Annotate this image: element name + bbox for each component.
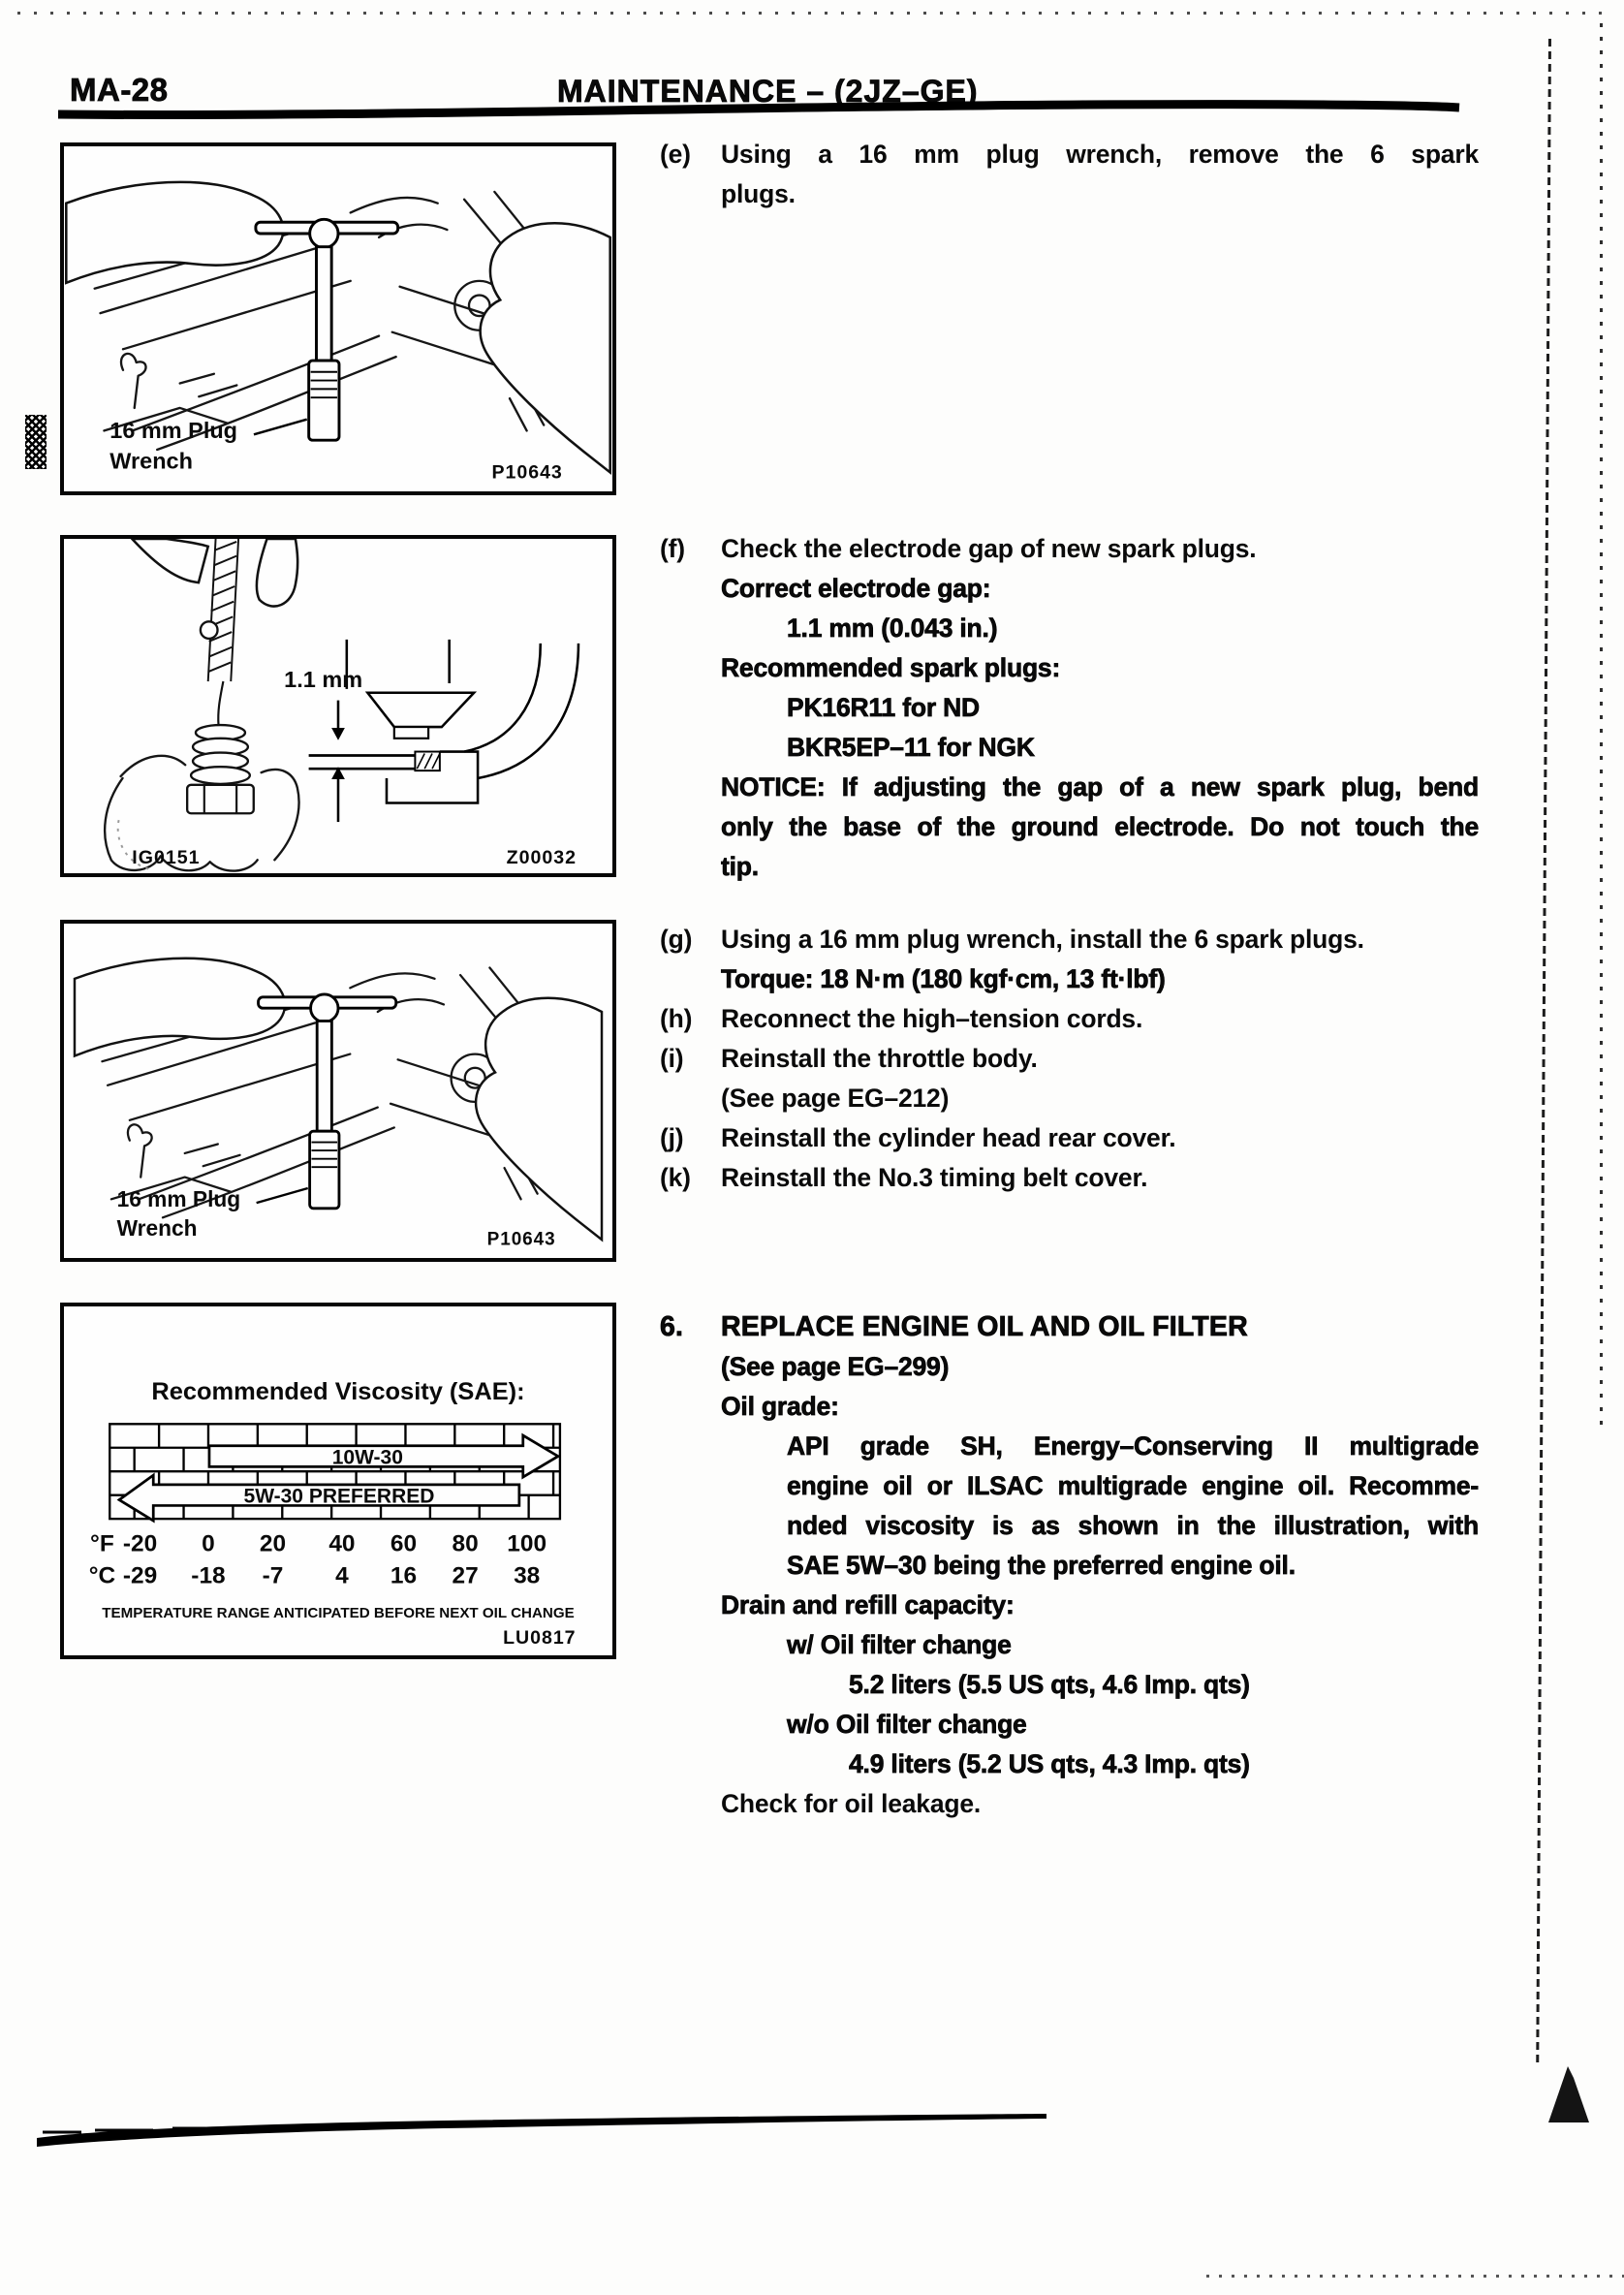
capacity-option: w/ Oil filter change (787, 1630, 1012, 1659)
tick-f: 80 (452, 1530, 479, 1557)
scan-artifact-right-jagged-line (1536, 39, 1551, 2066)
spec-label: Correct electrode gap: (721, 574, 991, 603)
tick-f: 20 (259, 1530, 287, 1557)
page-title: MAINTENANCE – (2JZ–GE) (557, 74, 979, 109)
step-k (660, 1158, 1479, 1198)
tick-f: 100 (507, 1530, 547, 1557)
chart-caption: TEMPERATURE RANGE ANTICIPATED BEFORE NEXT OIL CHANGE (102, 1604, 575, 1621)
figure-electrode-gap (60, 535, 616, 877)
oil-grade-text: engine oil or ILSAC multigrade engine oil. Recomme- (787, 1471, 1479, 1500)
step-label: (k) (660, 1163, 691, 1192)
figure-code: IG0151 (132, 847, 201, 869)
notice-text: tip. (721, 852, 759, 881)
spec-value: PK16R11 for ND (787, 693, 980, 722)
tick-c: -7 (262, 1562, 284, 1589)
page-number: MA-28 (70, 72, 169, 108)
capacity-value: 5.2 liters (5.5 US qts, 4.6 Imp. qts) (849, 1670, 1250, 1699)
notice-text: only the base of the ground electrode. Do not touch the (721, 812, 1479, 841)
tick-f: 0 (202, 1530, 215, 1557)
plug-wrench-illustration (64, 146, 612, 491)
step-text: Reconnect the high–tension cords. (721, 1004, 1143, 1033)
spec-label: Drain and refill capacity: (721, 1590, 1015, 1619)
page-reference: (See page EG–299) (721, 1352, 950, 1381)
viscosity-arrow-5w30 (119, 1475, 519, 1521)
step-text: Using a 16 mm plug wrench, install the 6 spark plugs. (721, 925, 1364, 954)
tick-f: 60 (390, 1530, 418, 1557)
page-reference: (See page EG–212) (721, 1084, 950, 1113)
figure-plug-wrench-remove (60, 142, 616, 495)
step-text: Reinstall the throttle body. (721, 1044, 1038, 1073)
right-hand-shape (476, 998, 602, 1240)
right-hand-shape (481, 223, 610, 472)
section-number: 6. (660, 1311, 684, 1342)
step-f (660, 529, 1479, 887)
tick-c: 4 (335, 1562, 349, 1589)
figure-label: Wrench (109, 448, 193, 474)
arrow-label: 5W-30 PREFERRED (243, 1485, 435, 1508)
figure-label: 16 mm Plug (109, 418, 238, 444)
unit-label: °C (88, 1562, 116, 1589)
section-title: REPLACE ENGINE OIL AND OIL FILTER (721, 1311, 1248, 1342)
scan-artifact-bottom-streak (37, 2111, 1049, 2152)
t-handle-wrench (256, 219, 398, 440)
step-text: Check for oil leakage. (721, 1789, 982, 1818)
step-label: (g) (660, 925, 693, 954)
gap-dimension-label: 1.1 mm (284, 666, 363, 692)
scan-artifact-left-smudge (25, 415, 47, 469)
step-h (660, 999, 1479, 1039)
scan-artifact-top-dotted-line (17, 12, 1607, 15)
tick-c: 38 (514, 1562, 541, 1589)
figure-plug-wrench-install (60, 920, 616, 1262)
plug-wrench-illustration (64, 924, 612, 1258)
step-label: (f) (660, 534, 685, 563)
capacity-option: w/o Oil filter change (787, 1710, 1027, 1739)
tick-c: 27 (452, 1562, 479, 1589)
header-rule (56, 97, 1463, 122)
gap-diagram (284, 640, 578, 822)
spec-value: 1.1 mm (0.043 in.) (787, 613, 998, 643)
step-j (660, 1118, 1479, 1158)
unit-label: °F (90, 1530, 114, 1557)
label-pointer-line (257, 1188, 308, 1203)
step-text: plugs. (721, 179, 796, 208)
figure-label: Wrench (116, 1215, 198, 1242)
step-text: Using a 16 mm plug wrench, remove the 6 spark (721, 140, 1479, 169)
section-6 (660, 1307, 1479, 1824)
step-label: (h) (660, 1004, 693, 1033)
spec-label: Oil grade: (721, 1392, 839, 1421)
viscosity-chart (64, 1306, 612, 1655)
spec-label: Recommended spark plugs: (721, 653, 1061, 682)
step-label: (e) (660, 140, 691, 169)
figure-viscosity-chart (60, 1303, 616, 1659)
step-label: (i) (660, 1044, 684, 1073)
tick-c: 16 (390, 1562, 418, 1589)
notice-text: NOTICE: If adjusting the gap of a new spark plug, bend (721, 772, 1479, 802)
chart-title: Recommended Viscosity (SAE): (151, 1377, 525, 1405)
temperature-scale (89, 1530, 547, 1588)
figure-label: 16 mm Plug (116, 1185, 241, 1211)
capacity-value: 4.9 liters (5.2 US qts, 4.3 Imp. qts) (849, 1749, 1250, 1778)
step-text: Reinstall the No.3 timing belt cover. (721, 1163, 1148, 1192)
torque-spec: Torque: 18 N·m (180 kgf·cm, 13 ft·lbf) (721, 964, 1166, 993)
tick-f: 40 (328, 1530, 356, 1557)
scan-artifact-spike (1545, 2064, 1599, 2124)
oil-grade-text: SAE 5W–30 being the preferred engine oil. (787, 1551, 1296, 1580)
scan-artifact-right-dotted-line (1600, 23, 1603, 1429)
step-e (660, 135, 1479, 214)
electrode-gap-illustration (64, 539, 612, 873)
tick-c: -18 (191, 1562, 226, 1589)
tick-c: -29 (122, 1562, 158, 1589)
oil-grade-text: API grade SH, Energy–Conserving II multigrade (787, 1431, 1479, 1461)
tick-f: -20 (122, 1530, 158, 1557)
figure-code: P10643 (491, 461, 563, 484)
t-handle-wrench (259, 994, 396, 1209)
steps-g-to-k (660, 920, 1479, 1198)
gauge-and-plug-art (105, 539, 298, 871)
figure-code: P10643 (486, 1229, 556, 1250)
spec-value: BKR5EP–11 for NGK (787, 733, 1035, 762)
step-g (660, 920, 1479, 999)
step-i (660, 1039, 1479, 1118)
step-text: Check the electrode gap of new spark plugs. (721, 534, 1257, 563)
oil-grade-text: nded viscosity is as shown in the illustration, with (787, 1511, 1479, 1540)
step-text: Reinstall the cylinder head rear cover. (721, 1123, 1176, 1152)
figure-code: Z00032 (506, 847, 578, 869)
step-label: (j) (660, 1123, 684, 1152)
scan-artifact-bottom-dotted-line (1206, 2275, 1624, 2278)
figure-code: LU0817 (503, 1627, 577, 1650)
label-pointer-line (254, 420, 307, 435)
arrow-label: 10W-30 (331, 1446, 403, 1469)
